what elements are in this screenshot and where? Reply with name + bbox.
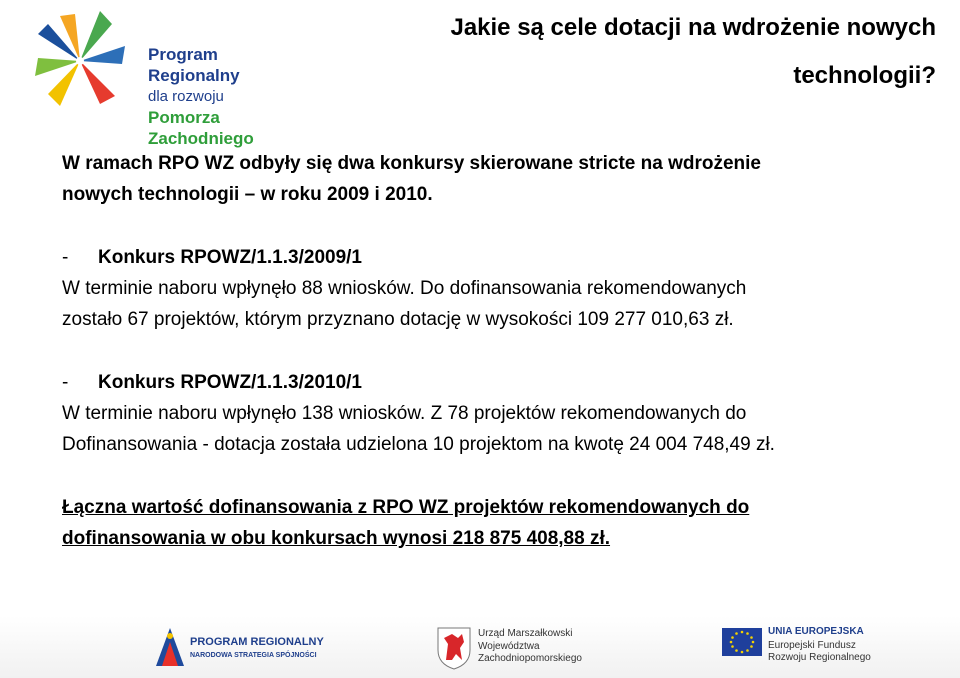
logo-line-1: Program Regionalny <box>148 45 240 85</box>
contest-2-name: Konkurs RPOWZ/1.1.3/2010/1 <box>98 372 362 393</box>
urzad-line-2: Województwa Zachodniopomorskiego <box>478 641 582 664</box>
contest-2-dash: - <box>62 372 69 393</box>
pr-footer-line-1: PROGRAM REGIONALNY <box>190 636 324 648</box>
intro-line-2: nowych technologii – w roku 2009 i 2010. <box>62 184 433 205</box>
pr-footer-line-2: NARODOWA STRATEGIA SPÓJNOŚCI <box>190 652 317 659</box>
footer-logos <box>0 616 960 678</box>
summary-line-1: Łączna wartość dofinansowania z RPO WZ projektów rekomendowanych do <box>62 497 750 518</box>
logo-line-2: dla rozwoju <box>148 88 224 105</box>
contest-1-line-1: W terminie naboru wpłynęło 88 wniosków. Do dofinansowania rekomendowanych <box>62 278 747 299</box>
main-content <box>62 148 942 554</box>
eu-line-2: Europejski Fundusz <box>768 640 856 651</box>
program-regionalny-footer-logo <box>150 624 330 672</box>
contest-1-heading <box>62 242 942 273</box>
program-regionalny-logo <box>30 6 310 148</box>
pinwheel-logo-icon <box>30 6 130 116</box>
contest-2-line-1: W terminie naboru wpłynęło 138 wniosków. Z 78 projektów rekomendowanych do <box>62 403 747 424</box>
title-line-1: Jakie są cele dotacji na wdrożenie nowych <box>450 14 936 41</box>
contest-1-name: Konkurs RPOWZ/1.1.3/2009/1 <box>98 247 362 268</box>
eu-line-3: Rozwoju Regionalnego <box>768 652 871 663</box>
page-title <box>376 4 936 100</box>
griffin-coat-of-arms-icon <box>436 626 472 670</box>
eu-line-1: UNIA EUROPEJSKA <box>768 626 864 637</box>
intro-line-1: W ramach RPO WZ odbyły się dwa konkursy skierowane stricte na wdrożenie <box>62 153 761 174</box>
logo-text <box>148 44 310 149</box>
title-line-2: technologii? <box>793 62 936 89</box>
nss-logo-icon <box>152 624 188 670</box>
contest-2-heading <box>62 367 942 398</box>
summary-line-2: dofinansowania w obu konkursach wynosi 218 875 408,88 zł. <box>62 528 611 549</box>
urzad-line-1: Urząd Marszałkowski <box>478 628 573 639</box>
contest-2-line-2: Dofinansowania - dotacja została udzielona 10 projektom na kwotę 24 004 748,49 zł. <box>62 434 775 455</box>
contest-1-line-2: zostało 67 projektów, którym przyznano dotację w wysokości 109 277 010,63 zł. <box>62 309 734 330</box>
eu-logo <box>722 624 902 672</box>
contest-1-dash: - <box>62 247 69 268</box>
eu-flag-icon <box>722 628 762 656</box>
urzad-marszalkowski-logo <box>436 624 636 672</box>
logo-line-3: Pomorza Zachodniego <box>148 108 254 148</box>
